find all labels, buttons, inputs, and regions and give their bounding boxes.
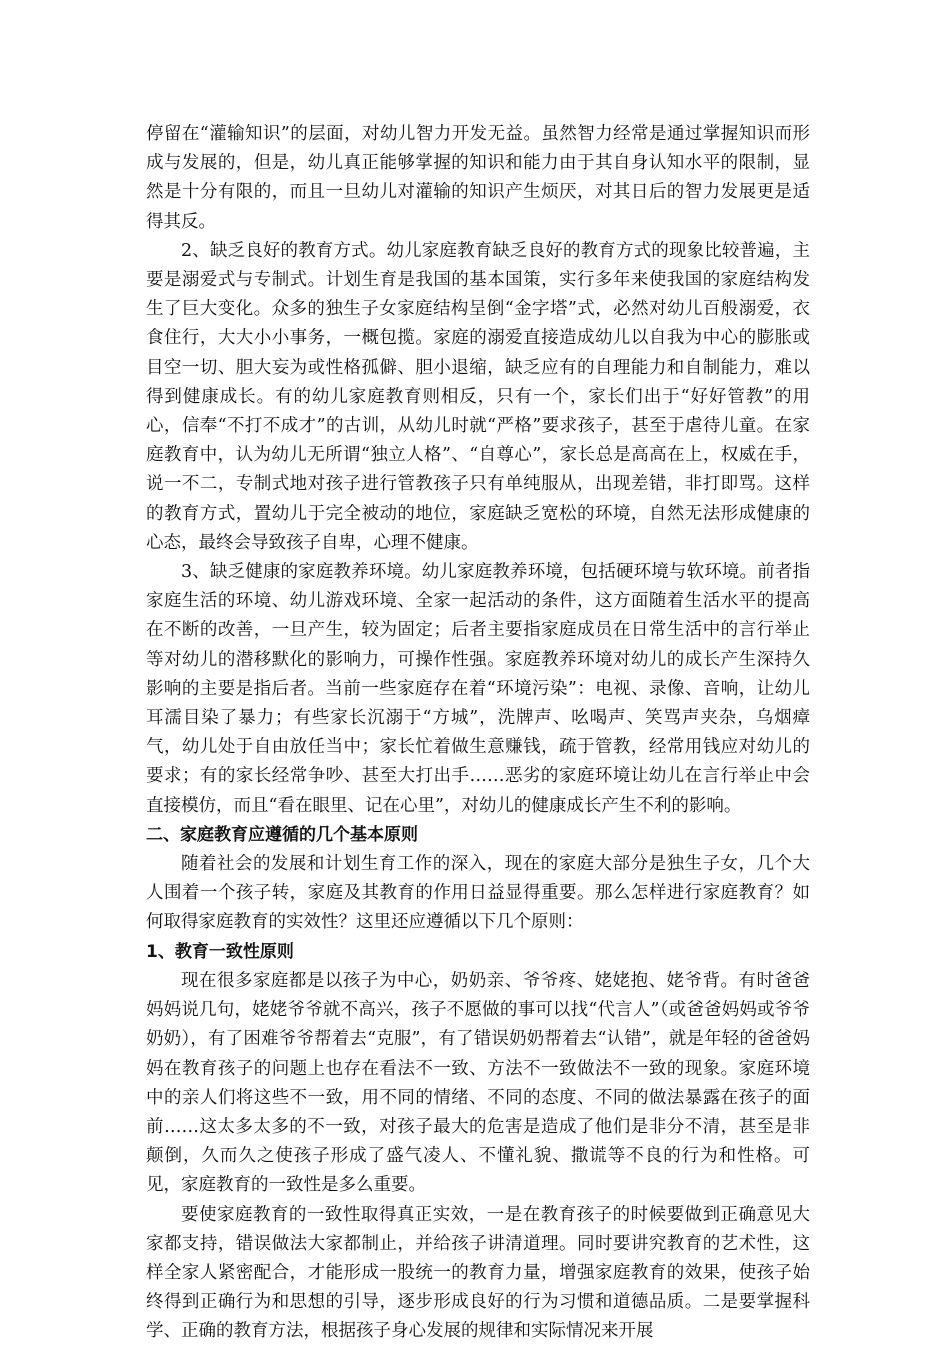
section-heading-principles: 二、家庭教育应遵循的几个基本原则	[146, 824, 418, 845]
paragraph-intro-continuation: 停留在“灌输知识”的层面，对幼儿智力开发无益。虽然智力经常是通过掌握知识而形成与发展的，但是，幼儿真正能够掌握的知识和能力由于其自身认知水平的限制，显然是十分有限的，而且一旦幼儿对灌输的知识产生烦厌，对其日后的智力发展更是适得其反。	[146, 124, 810, 232]
document-page	[146, 120, 810, 1347]
paragraph-consistency-solution: 要使家庭教育的一致性取得真正实效，一是在教育孩子的时候要做到正确意见大家都支持，错误做法大家都制止，并给孩子讲清道理。同时要讲究教育的艺术性，这样全家人紧密配合，才能形成一股统一的教育力量，增强家庭教育的效果，使孩子始终得到正确行为和思想的引导，逐步形成良好的行为习惯和道德品质。二是要掌握科学、正确的教育方法，根据孩子身心发展的规律和实际情况来开展	[146, 1204, 810, 1342]
paragraph-consistency-problem: 现在很多家庭都是以孩子为中心，奶奶亲、爷爷疼、姥姥抱、姥爷背。有时爸爸妈妈说几句，姥姥爷爷就不高兴，孩子不愿做的事可以找“代言人”（或爸爸妈妈或爷爷奶奶），有了困难爷爷帮着去“克服”，有了错误奶奶帮着去“认错”，就是年轻的爸爸妈妈在教育孩子的问题上也存在看法不一致、方法不一致做法不一致的现象。家庭环境中的亲人们将这些不一致，用不同的情绪、不同的态度、不同的做法暴露在孩子的面前……这太多太多的不一致，对孩子最大的危害是造成了他们是非分不清，甚至是非颠倒，久而久之使孩子形成了盛气凌人、不懂礼貌、撒谎等不良的行为和性格。可见，家庭教育的一致性是多么重要。	[146, 970, 810, 1196]
paragraph-education-method: 2、缺乏良好的教育方式。幼儿家庭教育缺乏良好的教育方式的现象比较普遍，主要是溺爱式与专制式。计划生育是我国的基本国策，实行多年来使我国的家庭结构发生了巨大变化。众多的独生子女家庭结构呈倒“金字塔”式，必然对幼儿百般溺爱，衣食住行，大大小小事务，一概包揽。家庭的溺爱直接造成幼儿以自我为中心的膨胀或目空一切、胆大妄为或性格孤僻、胆小退缩，缺乏应有的自理能力和自制能力，难以得到健康成长。有的幼儿家庭教育则相反，只有一个，家长们出于“好好管教”的用心，信奉“不打不成才”的古训，从幼儿时就“严格”要求孩子，甚至于虐待儿童。在家庭教育中，认为幼儿无所谓“独立人格”、“自尊心”，家长总是高高在上，权威在手，说一不二，专制式地对孩子进行管教孩子只有单纯服从，出现差错，非打即骂。这样的教育方式，置幼儿于完全被动的地位，家庭缺乏宽松的环境，自然无法形成健康的心态，最终会导致孩子自卑，心理不健康。	[146, 240, 810, 553]
subsection-heading-consistency: 1、教育一致性原则	[146, 941, 294, 962]
paragraph-family-environment: 3、缺乏健康的家庭教养环境。幼儿家庭教养环境，包括硬环境与软环境。前者指家庭生活的环境、幼儿游戏环境、全家一起活动的条件，这方面随着生活水平的提高在不断的改善，一旦产生，较为固定；后者主要指家庭成员在日常生活中的言行举止等对幼儿的潜移默化的影响力，可操作性强。家庭教养环境对幼儿的成长产生深持久影响的主要是指后者。当前一些家庭存在着“环境污染”：电视、录像、音响，让幼儿耳濡目染了暴力；有些家长沉溺于“方城”，洗牌声、吆喝声、笑骂声夹杂，乌烟瘴气，幼儿处于自由放任当中；家长忙着做生意赚钱，疏于管教，经常用钱应对幼儿的要求；有的家长经常争吵、甚至大打出手……恶劣的家庭环境让幼儿在言行举止中会直接模仿，而且“看在眼里、记在心里”，对幼儿的健康成长产生不利的影响。	[146, 562, 810, 816]
paragraph-principles-intro: 随着社会的发展和计划生育工作的深入，现在的家庭大部分是独生子女，几个大人围着一个孩子转，家庭及其教育的作用日益显得重要。那么怎样进行家庭教育？如何取得家庭教育的实效性？这里还应遵循以下几个原则：	[146, 854, 810, 933]
